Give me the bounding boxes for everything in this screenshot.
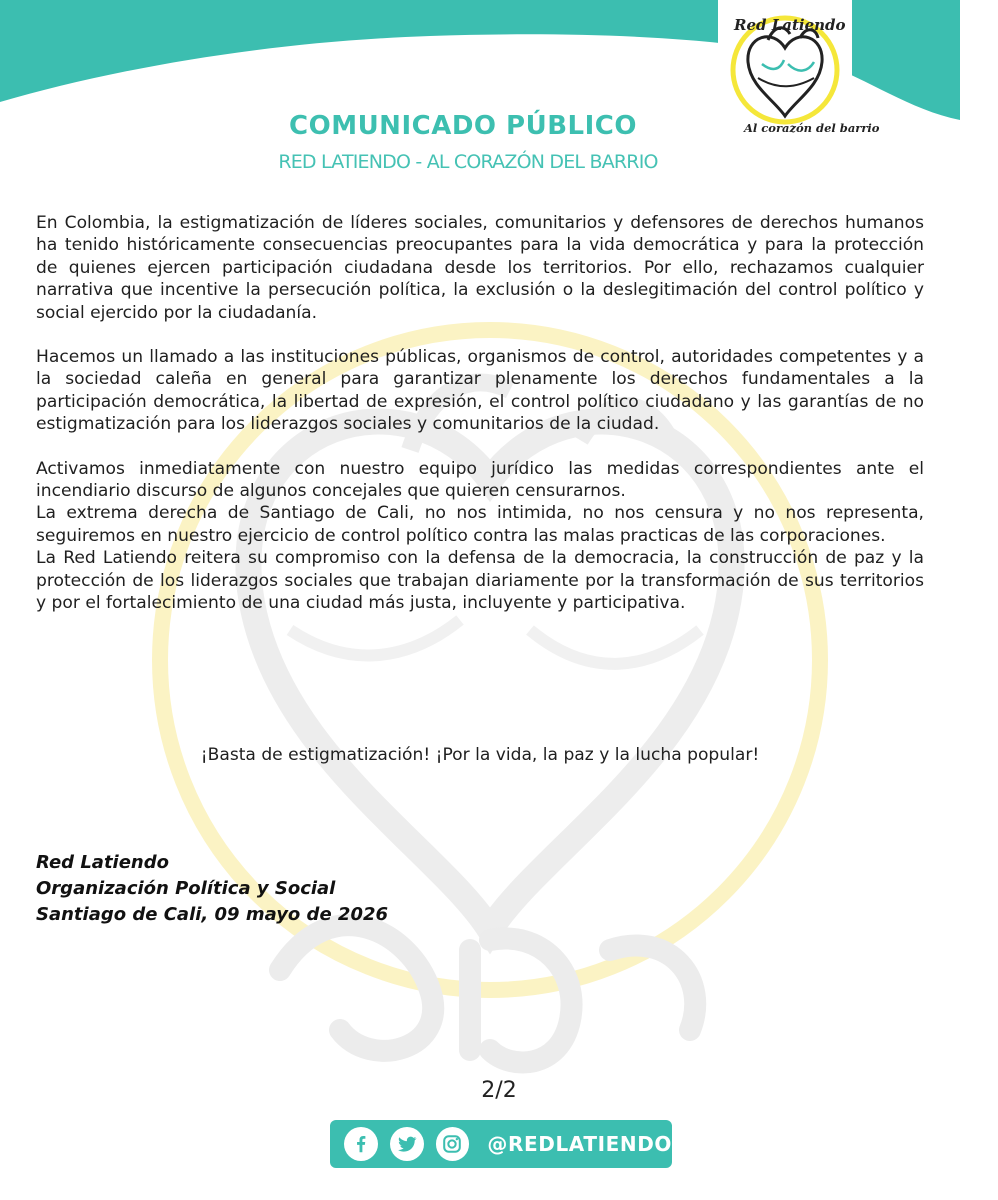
svg-text:Al corazón del barrio: Al corazón del barrio — [744, 121, 880, 135]
page-number: 2/2 — [481, 1078, 517, 1103]
page-subtitle: RED LATIENDO - AL CORAZÓN DEL BARRIO — [278, 151, 658, 173]
paragraph-2: Hacemos un llamado a las instituciones públicas, organismos de control, autoridades competentes y a la sociedad caleña en general para garantizar plenamente los derechos fundamentales a la participación democrática, la libertad de expresión, el control político ciudadano y las garantías de no estigmatización para los liderazgos sociales y comunitarios de la ciudad. — [36, 347, 924, 435]
slogan: ¡Basta de estigmatización! ¡Por la vida, la paz y la lucha popular! — [200, 745, 760, 765]
communique-body — [36, 212, 924, 615]
svg-text:Red Latiendo: Red Latiendo — [734, 16, 846, 34]
signature-block — [36, 850, 388, 928]
twitter-icon[interactable] — [390, 1127, 424, 1161]
page-title: COMUNICADO PÚBLICO — [289, 111, 637, 141]
instagram-icon[interactable] — [436, 1127, 470, 1161]
facebook-icon[interactable] — [344, 1127, 378, 1161]
paragraph-4: La extrema derecha de Santiago de Cali, no nos intimida, no nos censura y no nos representa, seguiremos en nuestro ejercicio de control político contra las malas practicas de las corporaciones. — [36, 503, 924, 546]
social-bar — [330, 1120, 672, 1168]
signature-description: Organización Política y Social — [36, 878, 336, 899]
paragraph-1: En Colombia, la estigmatización de líderes sociales, comunitarios y defensores de derechos humanos ha tenido históricamente consecuencias preocupantes para la vida democrática y para la protección de quienes ejercen participación ciudadana desde los territorios. Por ello, rechazamos cualquier narrativa que incentive la persecución política, la exclusión o la deslegitimación del control político y social ejercido por la ciudadanía. — [36, 213, 924, 323]
paragraph-3: Activamos inmediatamente con nuestro equipo jurídico las medidas correspondientes ante el incendiario discurso de algunos concejales que quieren censurarnos. — [36, 458, 924, 502]
paragraph-5: La Red Latiendo reitera su compromiso con la defensa de la democracia, la construcción de paz y la protección de los liderazgos sociales que trabajan diariamente por la transformación de sus territorios y por el fortalecimiento de una ciudad más justa, incluyente y participativa. — [36, 548, 924, 614]
signature-organization: Red Latiendo — [36, 852, 169, 873]
signature-place-date: Santiago de Cali, 09 mayo de 2026 — [36, 904, 389, 925]
social-handle[interactable]: @REDLATIENDO — [487, 1132, 673, 1156]
